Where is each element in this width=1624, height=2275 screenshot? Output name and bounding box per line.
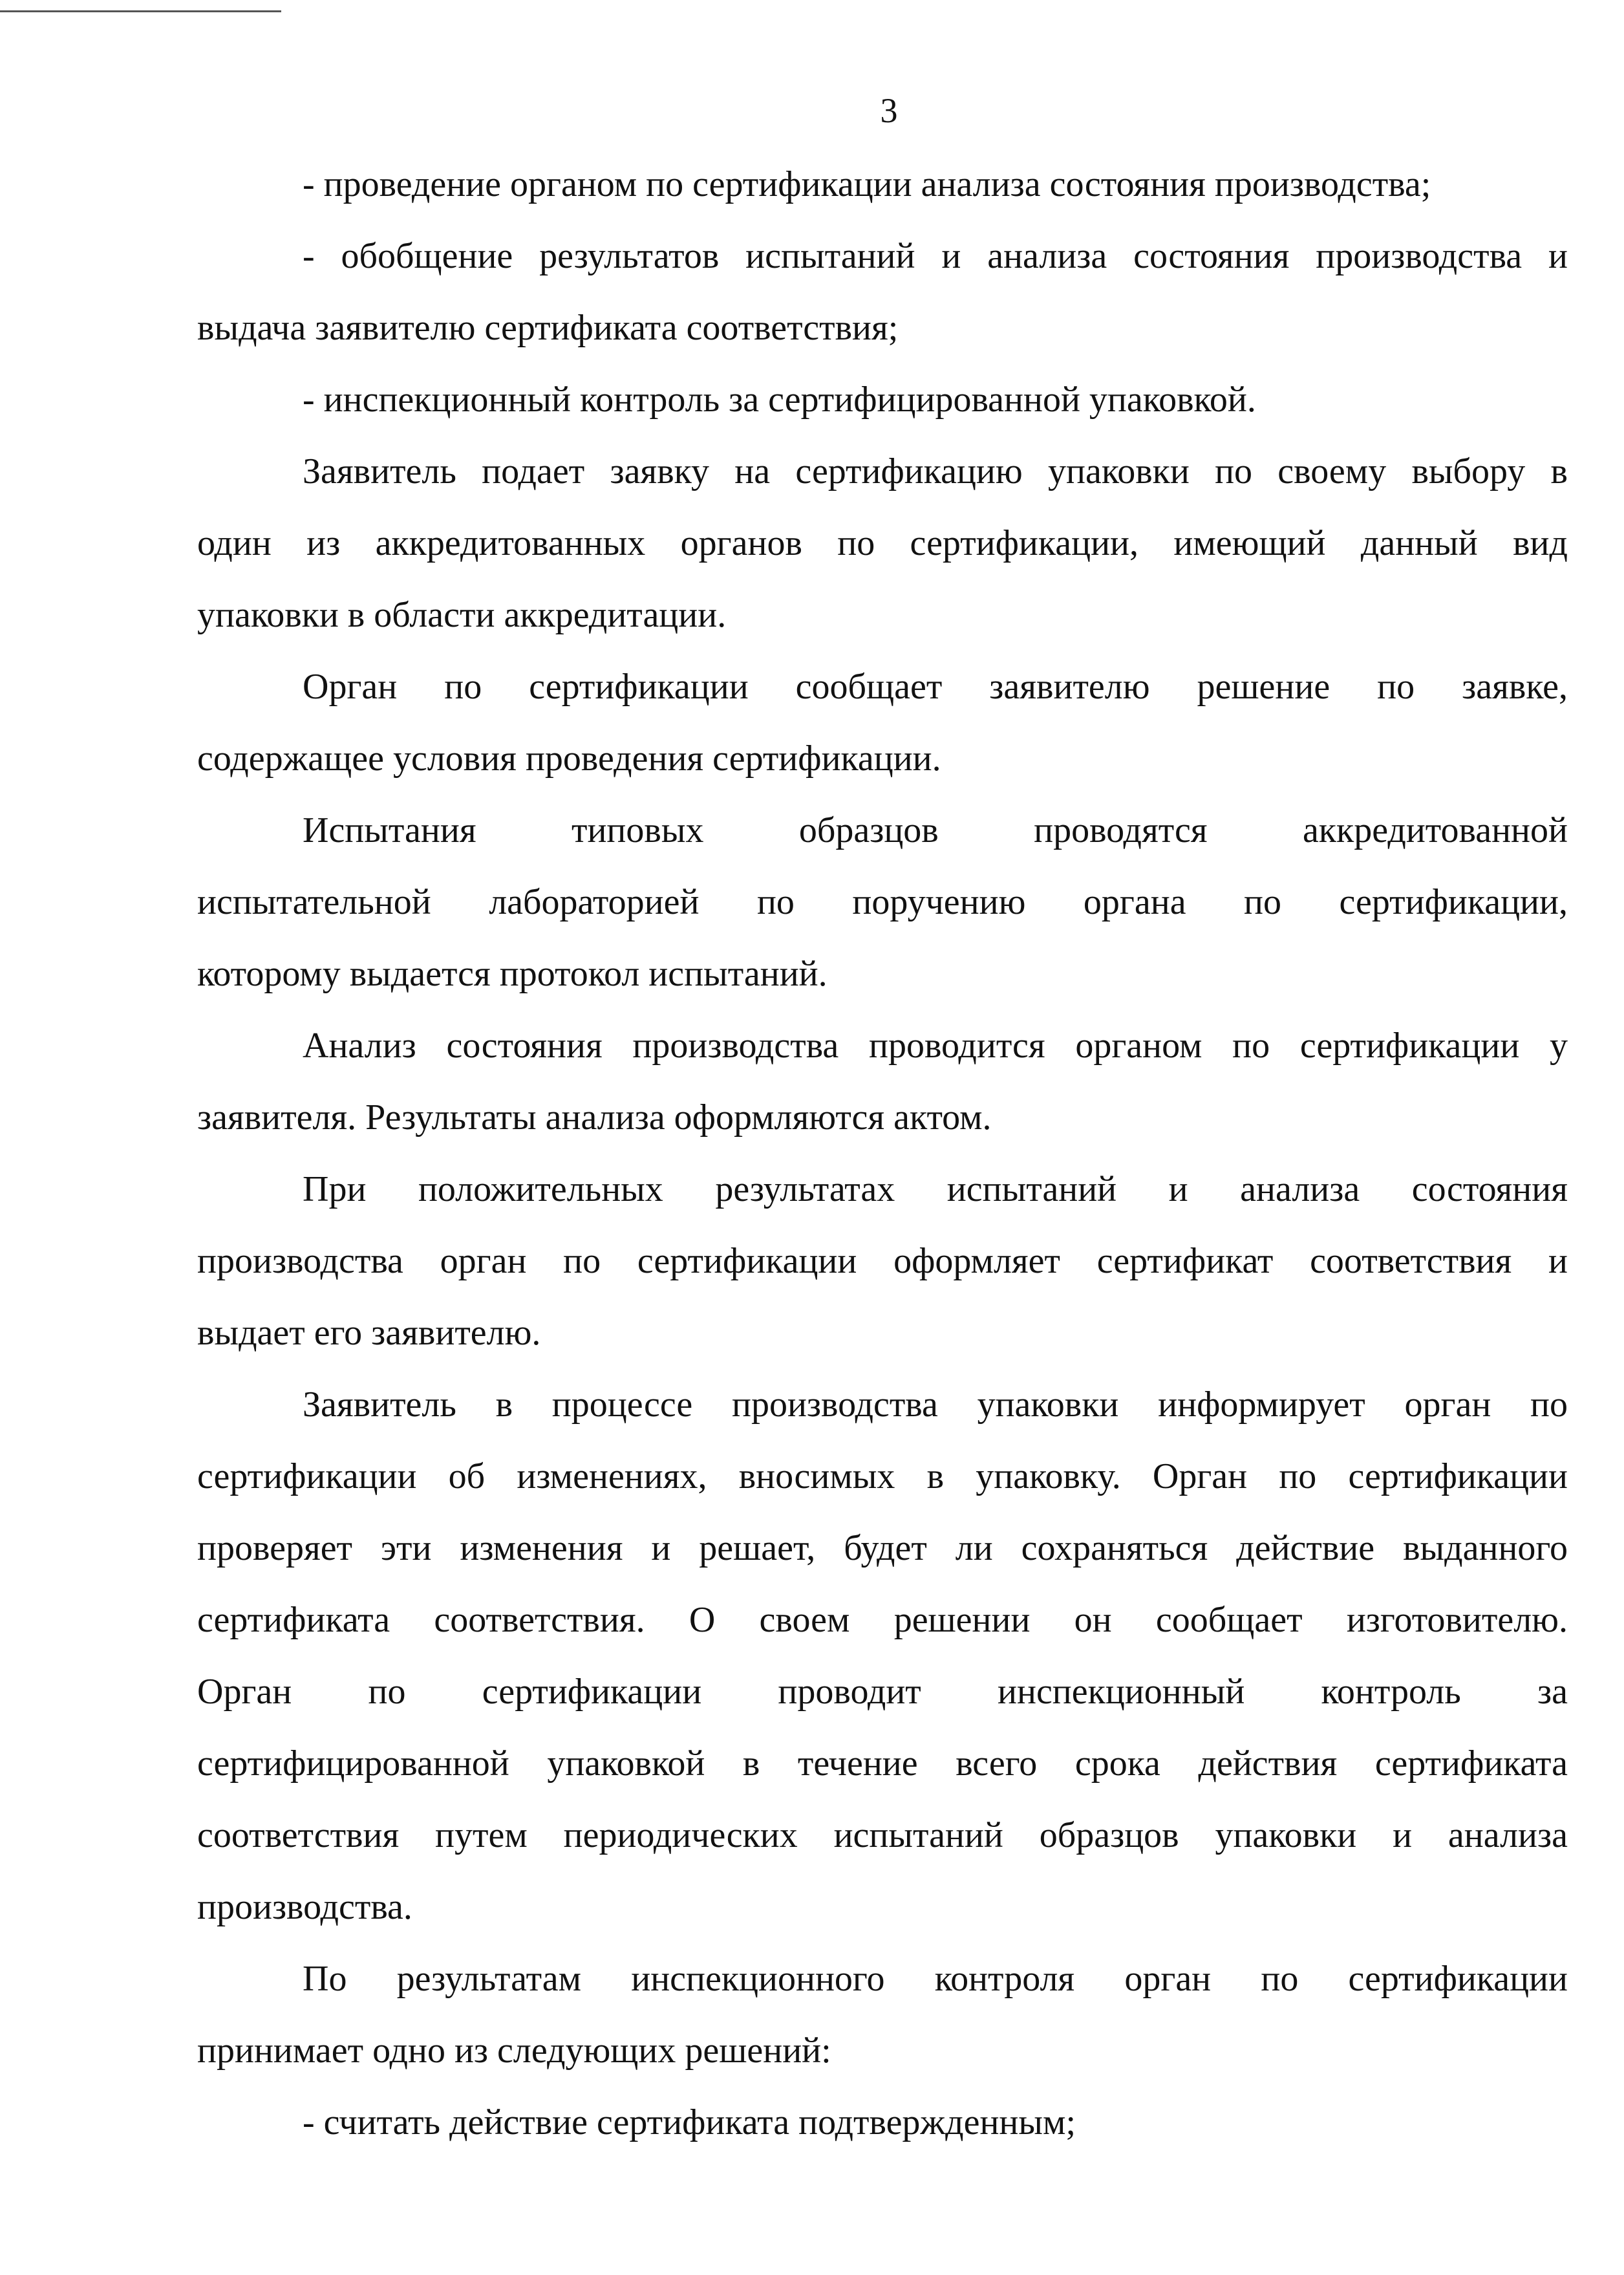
text-line: - проведение органом по сертификации анализа состояния производства;	[303, 164, 1431, 204]
text-line: сертифицированной упаковкой в течение всего срока действия сертификата	[197, 1743, 1568, 1784]
paragraph	[197, 1154, 1568, 1369]
paragraph	[197, 436, 1568, 651]
text-line: выдача заявителю сертификата соответствия;	[197, 308, 899, 348]
text-line: Заявитель подает заявку на сертификацию упаковки по своему выбору в	[303, 451, 1568, 491]
text-line: принимает одно из следующих решений:	[197, 2031, 831, 2071]
paragraph	[197, 2087, 1568, 2159]
text-line: упаковки в области аккредитации.	[197, 595, 727, 635]
paragraph	[197, 795, 1568, 1010]
text-line: заявителя. Результаты анализа оформляются актом.	[197, 1097, 992, 1138]
text-line: По результатам инспекционного контроля орган по сертификации	[303, 1959, 1568, 1999]
text-line: Заявитель в процессе производства упаковки информирует орган по	[303, 1385, 1568, 1425]
text-line: содержащее условия проведения сертификации.	[197, 739, 941, 779]
text-line: производства.	[197, 1887, 412, 1927]
paragraph	[197, 1369, 1568, 1943]
paragraph	[197, 1943, 1568, 2087]
text-line: При положительных результатах испытаний и анализа состояния	[303, 1169, 1568, 1209]
text-line: которому выдается протокол испытаний.	[197, 954, 828, 994]
text-line: - инспекционный контроль за сертифицированной упаковкой.	[303, 380, 1256, 420]
page-number: 3	[880, 91, 898, 130]
text-line: производства орган по сертификации оформляет сертификат соответствия и	[197, 1241, 1568, 1281]
paragraph	[197, 1010, 1568, 1154]
text-line: выдает его заявителю.	[197, 1313, 541, 1353]
text-line: - обобщение результатов испытаний и анализа состояния производства и	[303, 236, 1568, 276]
text-line: Анализ состояния производства проводится органом по сертификации у	[303, 1026, 1568, 1066]
text-line: один из аккредитованных органов по сертификации, имеющий данный вид	[197, 523, 1568, 563]
paragraph	[197, 221, 1568, 364]
text-line: соответствия путем периодических испытаний образцов упаковки и анализа	[197, 1815, 1568, 1855]
text-line: - считать действие сертификата подтвержденным;	[303, 2102, 1076, 2142]
paragraph	[197, 651, 1568, 795]
paragraph	[197, 149, 1568, 221]
text-line: Испытания типовых образцов проводятся аккредитованной	[303, 810, 1568, 850]
text-line: Орган по сертификации сообщает заявителю решение по заявке,	[303, 667, 1568, 707]
text-line: Орган по сертификации проводит инспекционный контроль за	[197, 1672, 1568, 1712]
text-line: сертификации об изменениях, вносимых в упаковку. Орган по сертификации	[197, 1456, 1568, 1496]
paragraph	[197, 364, 1568, 436]
text-line: испытательной лабораторией по поручению органа по сертификации,	[197, 882, 1568, 922]
text-line: сертификата соответствия. О своем решении он сообщает изготовителю.	[197, 1600, 1568, 1640]
top-rule-divider	[0, 10, 281, 12]
document-body	[197, 149, 1568, 2159]
text-line: проверяет эти изменения и решает, будет ли сохраняться действие выданного	[197, 1528, 1568, 1568]
